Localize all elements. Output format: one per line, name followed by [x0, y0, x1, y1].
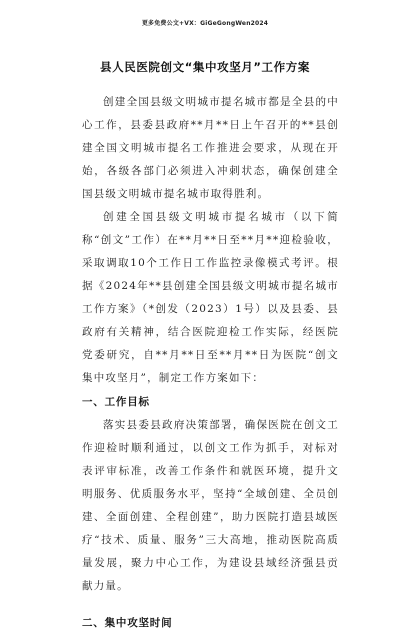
section-heading-timeline: 二、集中攻坚时间: [82, 617, 173, 629]
background-paragraph: 创建全国县级文明城市提名城市（以下简称“创文”工作）在**月**日至**月**迎检验收，采取调取10个工作日工作监控录像模式考评。根据《2024年**县创建全国县级文明城市提名城市工作方案》（*创发（2023）1号）以及县委、县政府有关精神，结合医院迎检工作实际，经医院党委研究，自**月**日至**月**日为医院“创文集中攻坚月”，制定工作方案如下：: [82, 211, 339, 384]
goals-paragraph: 落实县委县政府决策部署，确保医院在创文工作迎检时顺利通过，以创文工作为抓手，对标对表评审标准，改善工作条件和就医环境，提升文明服务、优质服务水平，坚持“全域创建、全员创建、全面创建、全程创建”，助力医院打造县域医疗“技术、质量、服务”三大高地，推动医院高质量发展，聚力中心工作，为建设县域经济强县贡献力量。: [82, 419, 339, 592]
document-title: 县人民医院创文“集中攻坚月”工作方案: [100, 60, 310, 74]
watermark-text: 更多免费公文+VX：GiGeGongWen2024: [141, 20, 269, 27]
intro-paragraph: 创建全国县级文明城市提名城市都是全县的中心工作，县委县政府**月**日上午召开的**县创建全国文明城市提名工作推进会要求，从现在开始，各级各部门必须进入冲刺状态，确保创建全国县级文明城市提名城市取得胜利。: [82, 96, 339, 200]
section-heading-goals: 一、工作目标: [82, 396, 150, 408]
document-body: [82, 91, 339, 635]
